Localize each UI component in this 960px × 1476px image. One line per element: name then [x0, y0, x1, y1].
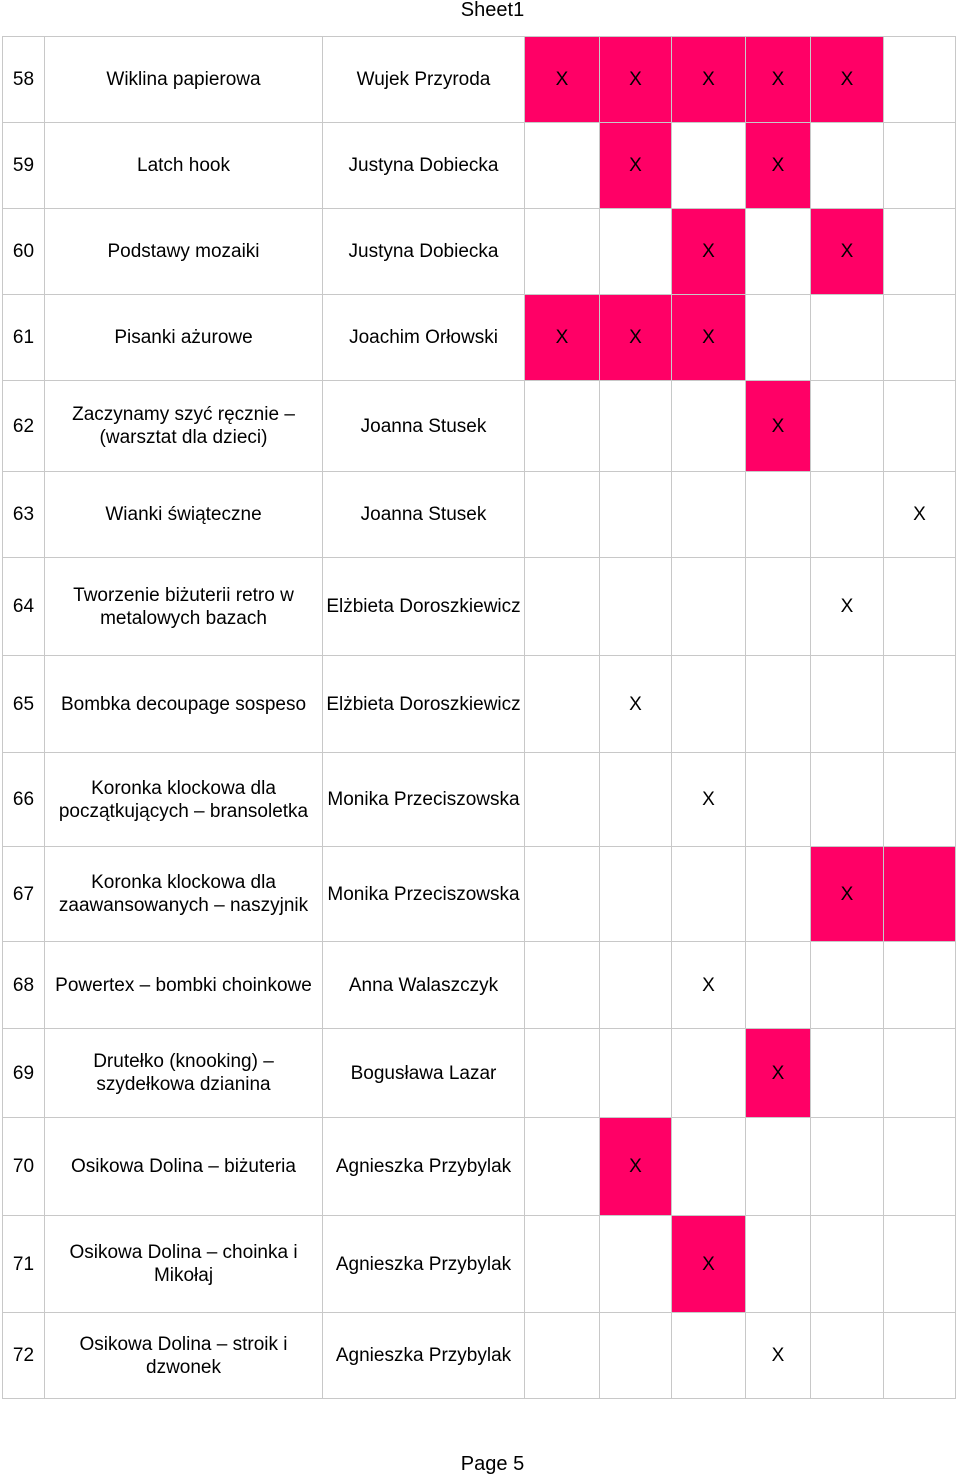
instructor-name: Elżbieta Doroszkiewicz [323, 558, 525, 656]
table-row [3, 558, 956, 656]
workshop-table [2, 36, 956, 1399]
mark-cell: X [746, 1313, 811, 1399]
instructor-name: Agnieszka Przybylak [323, 1313, 525, 1399]
mark-cell [672, 656, 746, 753]
mark-cell [746, 847, 811, 942]
mark-cell [600, 942, 672, 1029]
mark-cell [746, 1118, 811, 1216]
mark-cell [811, 753, 884, 847]
mark-cell: X [672, 942, 746, 1029]
mark-cell [525, 209, 600, 295]
table-row [3, 209, 956, 295]
mark-cell: X [672, 295, 746, 381]
mark-cell [600, 1029, 672, 1118]
mark-cell [672, 1118, 746, 1216]
instructor-name: Joanna Stusek [323, 472, 525, 558]
row-number: 65 [3, 656, 45, 753]
table-row [3, 753, 956, 847]
instructor-name: Justyna Dobiecka [323, 123, 525, 209]
mark-cell: X [811, 209, 884, 295]
mark-cell [672, 1313, 746, 1399]
mark-cell [884, 37, 956, 123]
workshop-title: Bombka decoupage sospeso [45, 656, 323, 753]
workshop-title: Latch hook [45, 123, 323, 209]
mark-cell [746, 558, 811, 656]
mark-cell: X [672, 37, 746, 123]
mark-cell [672, 1029, 746, 1118]
mark-cell: X [525, 295, 600, 381]
workshop-title: Drutełko (knooking) – szydełkowa dzianina [45, 1029, 323, 1118]
mark-cell [884, 1216, 956, 1313]
mark-cell [884, 847, 956, 942]
table-row [3, 1313, 956, 1399]
table-row [3, 381, 956, 472]
row-number: 64 [3, 558, 45, 656]
workshop-title: Osikowa Dolina – stroik i dzwonek [45, 1313, 323, 1399]
mark-cell [600, 558, 672, 656]
workshop-title: Podstawy mozaiki [45, 209, 323, 295]
table-row [3, 123, 956, 209]
instructor-name: Elżbieta Doroszkiewicz [323, 656, 525, 753]
mark-cell: X [746, 1029, 811, 1118]
table-row [3, 37, 956, 123]
mark-cell: X [600, 123, 672, 209]
row-number: 58 [3, 37, 45, 123]
mark-cell [884, 1313, 956, 1399]
workshop-title: Koronka klockowa dla początkujących – bransoletka [45, 753, 323, 847]
table-row [3, 472, 956, 558]
instructor-name: Monika Przeciszowska [323, 847, 525, 942]
mark-cell [746, 942, 811, 1029]
table-row [3, 1216, 956, 1313]
mark-cell [746, 295, 811, 381]
workshop-table-body [3, 37, 956, 1399]
sheet-title: Sheet1 [460, 0, 525, 21]
instructor-name: Monika Przeciszowska [323, 753, 525, 847]
row-number: 69 [3, 1029, 45, 1118]
mark-cell [672, 381, 746, 472]
mark-cell: X [811, 558, 884, 656]
table-row [3, 1118, 956, 1216]
mark-cell [525, 1118, 600, 1216]
row-number: 60 [3, 209, 45, 295]
mark-cell: X [884, 472, 956, 558]
mark-cell [811, 1029, 884, 1118]
mark-cell [600, 753, 672, 847]
mark-cell [525, 1216, 600, 1313]
mark-cell [525, 942, 600, 1029]
mark-cell: X [746, 123, 811, 209]
mark-cell [746, 753, 811, 847]
mark-cell [672, 123, 746, 209]
instructor-name: Joachim Orłowski [323, 295, 525, 381]
mark-cell [884, 558, 956, 656]
mark-cell [884, 753, 956, 847]
mark-cell: X [746, 37, 811, 123]
table-row [3, 656, 956, 753]
table-row [3, 295, 956, 381]
table-row [3, 847, 956, 942]
mark-cell: X [672, 1216, 746, 1313]
mark-cell [884, 295, 956, 381]
mark-cell [811, 295, 884, 381]
mark-cell [525, 558, 600, 656]
mark-cell [525, 656, 600, 753]
table-row [3, 942, 956, 1029]
page-number: Page 5 [460, 1453, 525, 1475]
mark-cell [746, 1216, 811, 1313]
mark-cell [672, 558, 746, 656]
row-number: 72 [3, 1313, 45, 1399]
mark-cell [746, 209, 811, 295]
mark-cell [884, 381, 956, 472]
mark-cell [746, 656, 811, 753]
workshop-title: Osikowa Dolina – biżuteria [45, 1118, 323, 1216]
row-number: 59 [3, 123, 45, 209]
mark-cell: X [600, 37, 672, 123]
mark-cell: X [672, 209, 746, 295]
mark-cell [746, 472, 811, 558]
instructor-name: Bogusława Lazar [323, 1029, 525, 1118]
mark-cell [600, 847, 672, 942]
mark-cell: X [600, 656, 672, 753]
row-number: 62 [3, 381, 45, 472]
workshop-title: Wiklina papierowa [45, 37, 323, 123]
mark-cell [811, 1118, 884, 1216]
mark-cell [884, 1029, 956, 1118]
mark-cell [672, 847, 746, 942]
mark-cell [884, 209, 956, 295]
workshop-title: Wianki świąteczne [45, 472, 323, 558]
row-number: 70 [3, 1118, 45, 1216]
row-number: 61 [3, 295, 45, 381]
instructor-name: Wujek Przyroda [323, 37, 525, 123]
mark-cell [525, 381, 600, 472]
mark-cell [811, 1216, 884, 1313]
mark-cell [811, 472, 884, 558]
mark-cell: X [600, 1118, 672, 1216]
mark-cell [672, 472, 746, 558]
workshop-title: Powertex – bombki choinkowe [45, 942, 323, 1029]
mark-cell [811, 1313, 884, 1399]
mark-cell [600, 472, 672, 558]
workshop-title: Tworzenie biżuterii retro w metalowych bazach [45, 558, 323, 656]
instructor-name: Agnieszka Przybylak [323, 1118, 525, 1216]
mark-cell [600, 209, 672, 295]
mark-cell [811, 942, 884, 1029]
mark-cell [600, 381, 672, 472]
workshop-title: Zaczynamy szyć ręcznie – (warsztat dla dzieci) [45, 381, 323, 472]
mark-cell: X [746, 381, 811, 472]
row-number: 63 [3, 472, 45, 558]
mark-cell [600, 1216, 672, 1313]
mark-cell [525, 123, 600, 209]
row-number: 68 [3, 942, 45, 1029]
table-row [3, 1029, 956, 1118]
instructor-name: Justyna Dobiecka [323, 209, 525, 295]
mark-cell [884, 656, 956, 753]
instructor-name: Joanna Stusek [323, 381, 525, 472]
mark-cell [525, 1313, 600, 1399]
instructor-name: Agnieszka Przybylak [323, 1216, 525, 1313]
mark-cell: X [811, 37, 884, 123]
row-number: 71 [3, 1216, 45, 1313]
mark-cell [600, 1313, 672, 1399]
workshop-title: Osikowa Dolina – choinka i Mikołaj [45, 1216, 323, 1313]
workshop-title: Koronka klockowa dla zaawansowanych – naszyjnik [45, 847, 323, 942]
workshop-title: Pisanki ażurowe [45, 295, 323, 381]
row-number: 66 [3, 753, 45, 847]
mark-cell [811, 381, 884, 472]
row-number: 67 [3, 847, 45, 942]
mark-cell [525, 847, 600, 942]
mark-cell [811, 656, 884, 753]
mark-cell [811, 123, 884, 209]
mark-cell: X [811, 847, 884, 942]
instructor-name: Anna Walaszczyk [323, 942, 525, 1029]
mark-cell [884, 1118, 956, 1216]
mark-cell [525, 753, 600, 847]
mark-cell: X [525, 37, 600, 123]
mark-cell [884, 942, 956, 1029]
mark-cell [884, 123, 956, 209]
mark-cell [525, 1029, 600, 1118]
mark-cell: X [600, 295, 672, 381]
mark-cell [525, 472, 600, 558]
mark-cell: X [672, 753, 746, 847]
